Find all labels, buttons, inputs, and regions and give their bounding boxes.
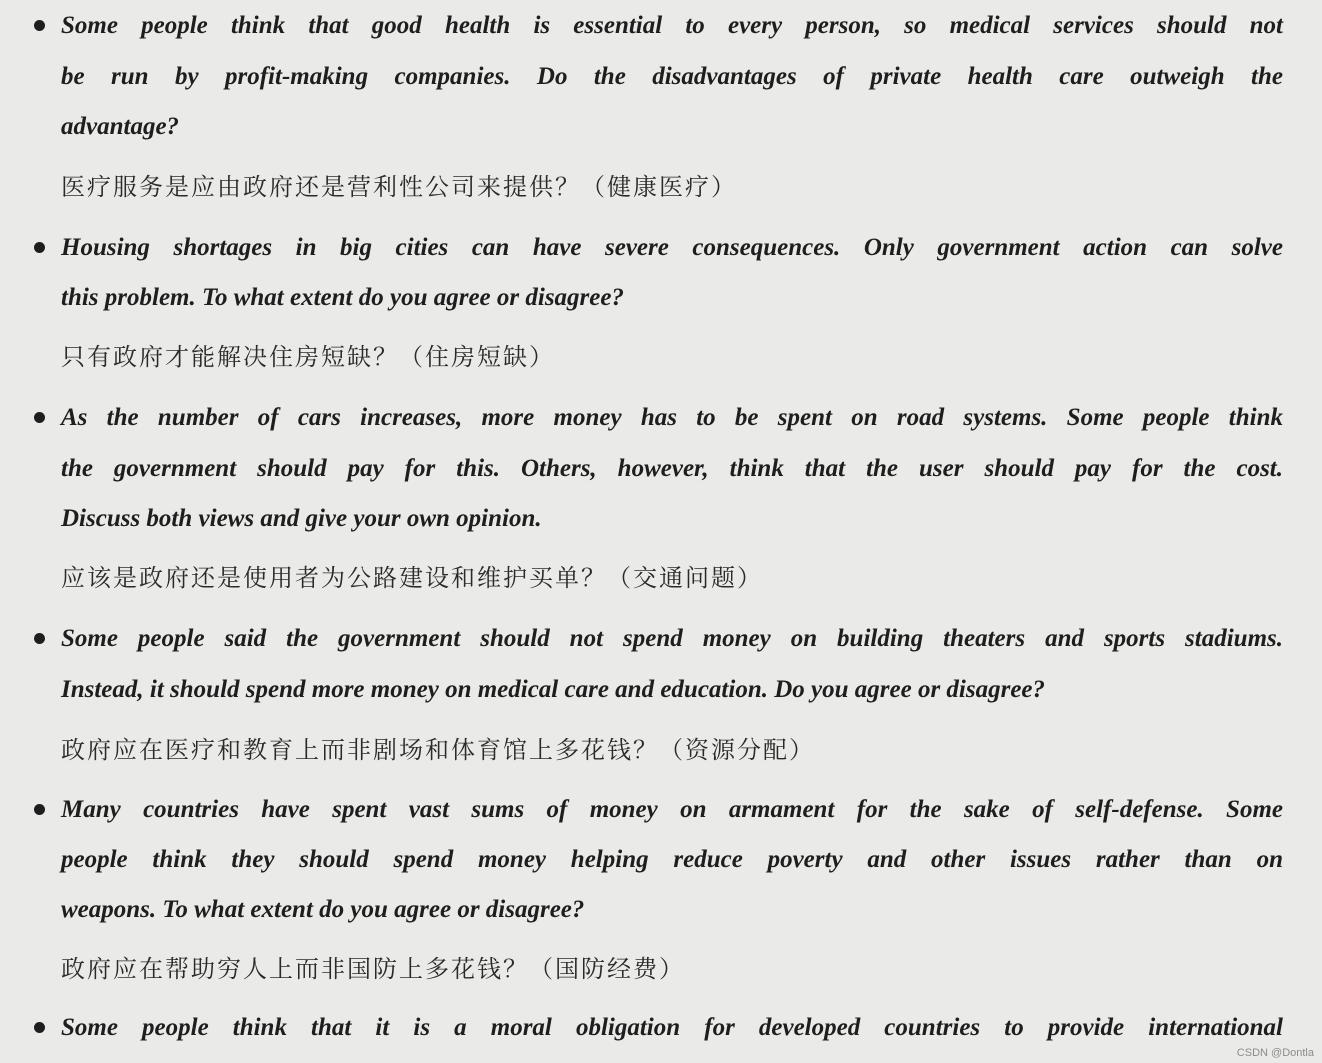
chinese-translation: 医疗服务是应由政府还是营利性公司来提供？（健康医疗） [61,173,737,201]
bullet-icon [34,242,45,253]
english-line: Discuss both views and give your own opinion. [61,505,542,532]
bullet-icon [34,20,45,31]
english-line: Instead, it should spend more money on medical care and education. Do you agree or disagree? [61,676,1046,703]
bullet-icon [34,633,45,644]
chinese-translation: 只有政府才能解决住房短缺？（住房短缺） [61,343,555,371]
chinese-translation: 应该是政府还是使用者为公路建设和维护买单？（交通问题） [61,564,763,592]
bullet-icon [34,804,45,815]
english-line: Some people think that good health is essential to every person, so medical services should not [61,12,1283,39]
english-line: advantage? [61,113,180,140]
english-line: Some people said the government should not spend money on building theaters and sports stadiums. [61,625,1283,652]
english-line: this problem. To what extent do you agree or disagree? [61,284,624,311]
english-line: be run by profit-making companies. Do the disadvantages of private health care outweigh the [61,63,1283,90]
chinese-translation: 政府应在帮助穷人上而非国防上多花钱？（国防经费） [61,955,685,983]
english-line: Many countries have spent vast sums of money on armament for the sake of self-defense. Some [61,796,1283,823]
english-line: people think they should spend money helping reduce poverty and other issues rather than on [61,846,1283,873]
english-line: the government should pay for this. Others, however, think that the user should pay for the cost. [61,455,1283,482]
english-line: weapons. To what extent do you agree or disagree? [61,896,585,923]
english-line: Some people think that it is a moral obligation for developed countries to provide international [61,1014,1283,1041]
english-line: Housing shortages in big cities can have severe consequences. Only government action can solve [61,234,1283,261]
chinese-translation: 政府应在医疗和教育上而非剧场和体育馆上多花钱？（资源分配） [61,736,815,764]
english-line: As the number of cars increases, more money has to be spent on road systems. Some people think [61,404,1283,431]
bullet-icon [34,412,45,423]
watermark: CSDN @Dontla [1236,1047,1314,1059]
bullet-icon [34,1022,45,1033]
